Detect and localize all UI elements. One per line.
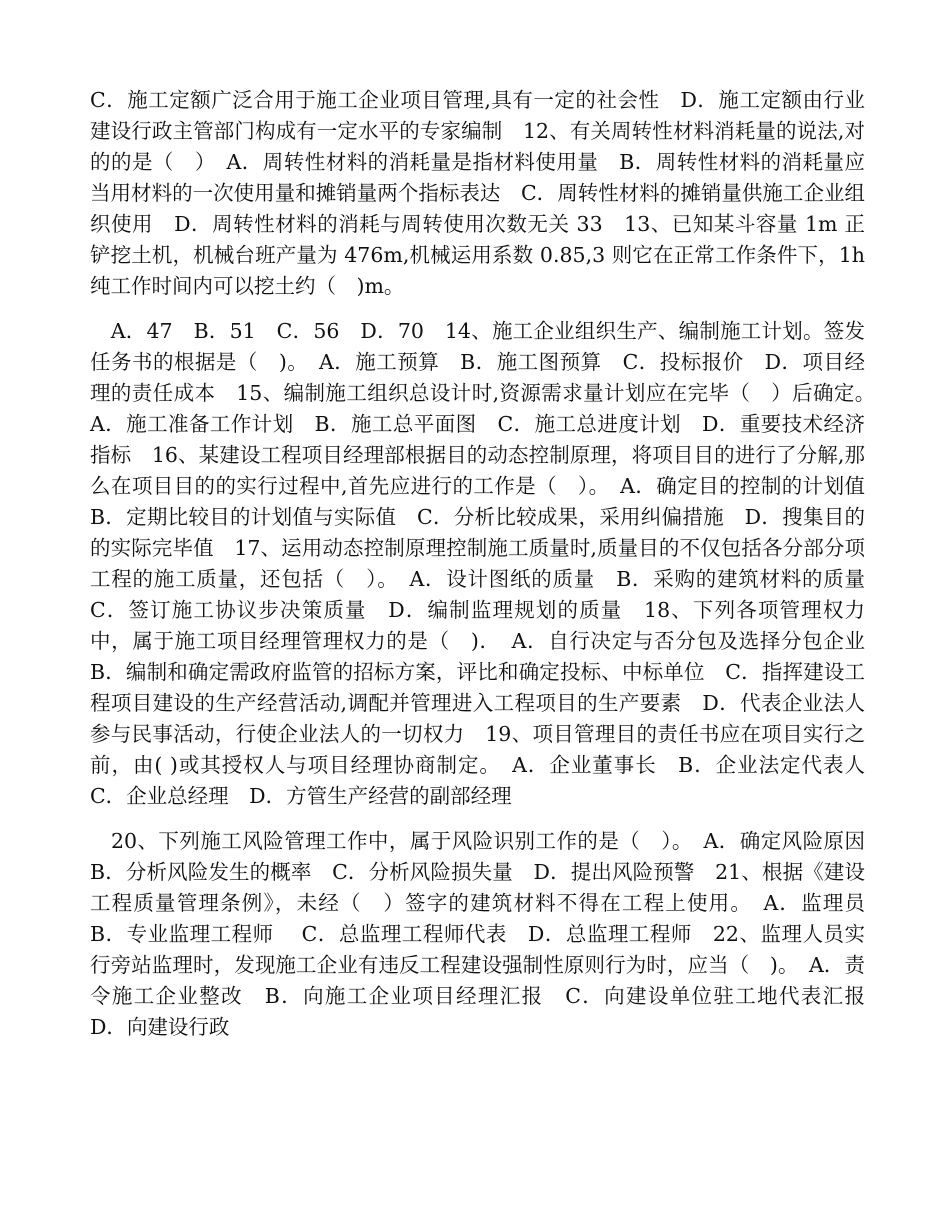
paragraph-3: 20、下列施工风险管理工作中，属于风险识别工作的是（ ）。 A．确定风险原因 B．分析风险发生的概率 C．分析风险损失量 D．提出风险预警 21、根据《建设工程质量管理条例》，未经（ ）签字的建筑材料不得在工程上使用。 A．监理员 B．专业监理工程师 C．总监理工程师代表 D．总监理工程师 22、监理人员实行旁站监理时，发现施工企业有违反工程建设强制性原则行为时，应当（ )。 A．责令施工企业整改 B．向施工企业项目经理汇报 C．向建设单位驻工地代表汇报 D．向建设行政	[90, 829, 886, 1039]
document-page	[90, 85, 886, 1057]
paragraph-2: A．47 B．51 C．56 D．70 14、施工企业组织生产、编制施工计划。签发任务书的根据是（ )。 A．施工预算 B．施工图预算 C．投标报价 D．项目经理的责任成本 15、编制施工组织总设计时,资源需求量计划应在完毕（ ）后确定。 A．施工准备工作计划 B．施工总平面图 C．施工总进度计划 D．重要技术经济指标 16、某建设工程项目经理部根据目的动态控制原理，将项目目的进行了分解,那么在项目目的的实行过程中,首先应进行的工作是（ ）。 A．确定目的控制的计划值 B．定期比较目的计划值与实际值 C．分析比较成果，采用纠偏措施 D．搜集目的的实际完毕值 17、运用动态控制原理控制施工质量时,质量目的不仅包括各分部分项工程的施工质量，还包括（ ）。 A．设计图纸的质量 B．采购的建筑材料的质量 C．签订施工协议步决策质量 D．编制监理规划的质量 18、下列各项管理权力中，属于施工项目经理管理权力的是（ )． A．自行决定与否分包及选择分包企业 B．编制和确定需政府监管的招标方案，评比和确定投标、中标单位 C．指挥建设工程项目建设的生产经营活动,调配并管理进入工程项目的生产要素 D．代表企业法人参与民事活动，行使企业法人的一切权力 19、项目管理目的责任书应在项目实行之前，由( )或其授权人与项目经理协商制定。 A．企业董事长 B．企业法定代表人 C．企业总经理 D．方管生产经营的副部经理	[90, 319, 886, 808]
paragraph-1: C．施工定额广泛合用于施工企业项目管理,具有一定的社会性 D．施工定额由行业建设行政主管部门构成有一定水平的专家编制 12、有关周转性材料消耗量的说法,对的的是（ ） A．周转性材料的消耗量是指材料使用量 B．周转性材料的消耗量应当用材料的一次使用量和摊销量两个指标表达 C．周转性材料的摊销量供施工企业组织使用 D．周转性材料的消耗与周转使用次数无关 33 13、已知某斗容量 1m 正铲挖土机，机械台班产量为 476m,机械运用系数 0.85,3 则它在正常工作条件下，1h 纯工作时间内可以挖土约（ )m。	[90, 88, 865, 298]
